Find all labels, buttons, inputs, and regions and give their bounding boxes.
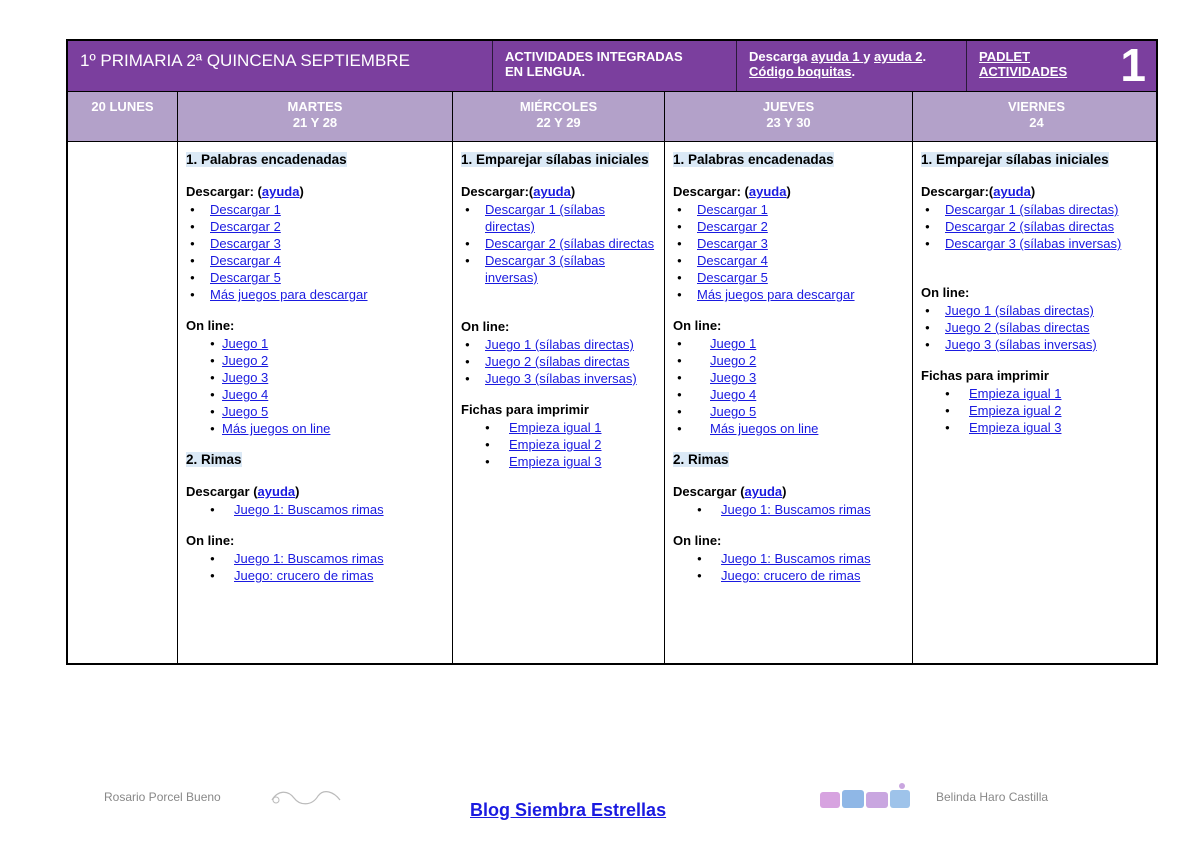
ficha-link[interactable]: Empieza igual 3 [509, 454, 602, 469]
list-item[interactable] [186, 352, 446, 369]
download-link[interactable]: Descargar 1 (sílabas directas) [945, 202, 1119, 217]
online-link[interactable]: Juego 4 [222, 387, 269, 402]
section-title: 1. Palabras encadenadas [673, 152, 834, 167]
download-link[interactable]: Descargar 3 (sílabas inversas) [485, 253, 605, 285]
download-link[interactable]: Descargar 4 [210, 253, 281, 268]
day-name: MARTES [287, 99, 343, 114]
list-item[interactable] [186, 550, 446, 567]
list-item[interactable] [921, 218, 1154, 235]
label-text: Descargar: ( [673, 184, 749, 199]
martes-cell [178, 142, 453, 663]
day-name: VIERNES [1007, 99, 1066, 114]
list-item[interactable] [461, 201, 658, 235]
download-link[interactable]: Más juegos para descargar [697, 287, 855, 302]
period: . [922, 49, 927, 64]
online-link[interactable]: Juego 3 (sílabas inversas) [485, 371, 637, 386]
download-link[interactable]: Descargar 2 [210, 219, 281, 234]
online-label: On line: [461, 319, 510, 334]
label-close: ) [570, 184, 576, 199]
rimas-link[interactable]: Juego 1: Buscamos rimas [721, 551, 871, 566]
list-item[interactable] [673, 352, 906, 369]
download-help-cell [737, 41, 967, 91]
list-item[interactable] [673, 335, 906, 352]
list-item[interactable] [921, 201, 1154, 218]
rimas-download-list [673, 501, 906, 518]
online-link[interactable]: Juego 5 [222, 404, 269, 419]
help1-link[interactable]: ayuda 1 [811, 49, 864, 64]
download-link[interactable]: Descargar 4 [697, 253, 768, 268]
ficha-link[interactable]: Empieza igual 2 [509, 437, 602, 452]
title-bar [66, 39, 1158, 91]
label-close: ) [782, 484, 787, 499]
day-header-martes [178, 92, 453, 141]
and-word: y [863, 49, 875, 64]
list-item[interactable] [673, 550, 906, 567]
fichas-label: Fichas para imprimir [921, 368, 1049, 383]
download-label [461, 183, 658, 201]
download-label [921, 183, 1154, 201]
label-close: ) [1030, 184, 1036, 199]
padlet-link-line2[interactable]: ACTIVIDADES [979, 64, 1068, 79]
download-link[interactable]: Descargar 2 (sílabas directas [485, 236, 655, 251]
blog-link[interactable]: Blog Siembra Estrellas [470, 800, 667, 820]
online-list [186, 335, 446, 437]
fichas-list [921, 385, 1154, 436]
list-item[interactable] [673, 269, 906, 286]
online-link[interactable]: Más juegos on line [222, 421, 331, 436]
viernes-cell [913, 142, 1160, 663]
list-item[interactable] [921, 235, 1154, 252]
list-item[interactable] [461, 353, 658, 370]
list-item[interactable] [461, 453, 658, 470]
day-header-viernes [913, 92, 1160, 141]
download-list [921, 201, 1154, 252]
list-item[interactable] [921, 319, 1154, 336]
label-text: Descargar ( [186, 484, 258, 499]
download-link[interactable]: Descargar 5 [697, 270, 768, 285]
list-item[interactable] [461, 252, 658, 286]
section-title: 1. Emparejar sílabas iniciales [921, 152, 1109, 167]
online-link[interactable]: Juego 1 [710, 336, 757, 351]
list-item[interactable] [673, 286, 906, 303]
list-item[interactable] [186, 252, 446, 269]
miercoles-cell [453, 142, 665, 663]
online-label: On line: [186, 533, 235, 548]
day-dates: 21 Y 28 [292, 115, 338, 130]
list-item[interactable] [921, 385, 1154, 402]
label-text: Descargar:( [921, 184, 994, 199]
ayuda-link[interactable]: ayuda [744, 484, 783, 499]
list-item[interactable] [461, 336, 658, 353]
download-link[interactable]: Descargar 3 [210, 236, 281, 251]
label-text: Descargar:( [461, 184, 534, 199]
online-link[interactable]: Juego 2 [710, 353, 757, 368]
rimas-download-list [186, 501, 446, 518]
online-list [921, 302, 1154, 353]
day-name: JUEVES [762, 99, 815, 114]
list-item[interactable] [673, 252, 906, 269]
section-title: 1. Palabras encadenadas [186, 152, 347, 167]
online-link[interactable]: Juego 3 (sílabas inversas) [945, 337, 1097, 352]
left-logo-icon [268, 786, 344, 808]
ayuda-link[interactable]: ayuda [533, 184, 571, 199]
day-header-row [66, 91, 1158, 141]
download-link[interactable]: Descargar 1 [697, 202, 768, 217]
fichas-list [461, 419, 658, 470]
rimas-link[interactable]: Juego 1: Buscamos rimas [721, 502, 871, 517]
day-header-miercoles [453, 92, 665, 141]
download-link[interactable]: Descargar 2 [697, 219, 768, 234]
list-item[interactable] [186, 335, 446, 352]
padlet-link-line1[interactable]: PADLET [979, 49, 1031, 64]
online-link[interactable]: Juego 3 [710, 370, 757, 385]
code-boquitas-link[interactable]: Código boquitas [749, 64, 852, 79]
rimas-link[interactable]: Juego: crucero de rimas [234, 568, 374, 583]
activities-line2: EN LENGUA. [505, 64, 586, 79]
fichas-label: Fichas para imprimir [461, 402, 589, 417]
ayuda-link[interactable]: ayuda [261, 184, 300, 199]
list-item[interactable] [673, 235, 906, 252]
list-item[interactable] [673, 218, 906, 235]
list-item[interactable] [186, 501, 446, 518]
online-link[interactable]: Juego 2 (sílabas directas [945, 320, 1090, 335]
online-label: On line: [186, 318, 235, 333]
author-left: Rosario Porcel Bueno [104, 790, 221, 804]
ficha-link[interactable]: Empieza igual 3 [969, 420, 1062, 435]
right-logo-icon [818, 782, 914, 810]
ficha-link[interactable]: Empieza igual 1 [509, 420, 602, 435]
online-label: On line: [673, 533, 722, 548]
download-link[interactable]: Descargar 5 [210, 270, 281, 285]
list-item[interactable] [186, 403, 446, 420]
list-item[interactable] [186, 369, 446, 386]
ayuda-link[interactable]: ayuda [257, 484, 296, 499]
list-item[interactable] [461, 370, 658, 387]
list-item[interactable] [186, 386, 446, 403]
ayuda-link[interactable]: ayuda [993, 184, 1031, 199]
download-label [673, 183, 906, 201]
page-title: 1º PRIMARIA 2ª QUINCENA SEPTIEMBRE [68, 41, 493, 91]
download-list [186, 201, 446, 303]
rimas-link[interactable]: Juego: crucero de rimas [721, 568, 861, 583]
online-label: On line: [921, 285, 970, 300]
activities-line1: ACTIVIDADES INTEGRADAS [505, 49, 683, 64]
list-item[interactable] [673, 386, 906, 403]
download-list [673, 201, 906, 303]
page-footer [0, 780, 1200, 840]
online-link[interactable]: Juego 1 (sílabas directas) [945, 303, 1094, 318]
label-close: ) [299, 184, 304, 199]
download-link[interactable]: Descargar 3 (sílabas inversas) [945, 236, 1122, 251]
list-item[interactable] [921, 402, 1154, 419]
list-item[interactable] [673, 201, 906, 218]
list-item[interactable] [673, 403, 906, 420]
online-link[interactable]: Juego 1 (sílabas directas) [485, 337, 634, 352]
download-label [673, 483, 906, 501]
section-title: 2. Rimas [186, 452, 242, 467]
day-header-jueves [665, 92, 913, 141]
online-label: On line: [673, 318, 722, 333]
label-text: Descargar: ( [186, 184, 262, 199]
download-link[interactable]: Descargar 2 (sílabas directas [945, 219, 1115, 234]
section-title: 1. Emparejar sílabas iniciales [461, 152, 649, 167]
download-label [186, 183, 446, 201]
weekly-plan-sheet [66, 39, 1158, 665]
online-link[interactable]: Juego 2 (sílabas directas [485, 354, 630, 369]
author-right: Belinda Haro Castilla [936, 790, 1049, 804]
activities-row [66, 141, 1158, 665]
label-text: Descargar ( [673, 484, 745, 499]
download-label [186, 483, 446, 501]
day-dates: 23 Y 30 [766, 115, 811, 130]
list-item[interactable] [673, 501, 906, 518]
list-item[interactable] [461, 235, 658, 252]
label-close: ) [786, 184, 791, 199]
rimas-online-list [673, 550, 906, 584]
rimas-online-list [186, 550, 446, 584]
day-name: MIÉRCOLES [519, 99, 598, 114]
list-item[interactable] [921, 336, 1154, 353]
list-item[interactable] [461, 419, 658, 436]
list-item[interactable] [186, 269, 446, 286]
day-dates: 24 [1029, 115, 1044, 130]
online-list [461, 336, 658, 387]
ficha-link[interactable]: Empieza igual 2 [969, 403, 1062, 418]
list-item[interactable] [186, 286, 446, 303]
period2: . [851, 64, 856, 79]
section-title: 2. Rimas [673, 452, 729, 467]
help2-link[interactable]: ayuda 2 [874, 49, 923, 64]
download-prefix: Descarga [749, 49, 812, 64]
ayuda-link[interactable]: ayuda [748, 184, 787, 199]
list-item[interactable] [186, 201, 446, 218]
jueves-cell [665, 142, 913, 663]
list-item[interactable] [921, 419, 1154, 436]
online-list [673, 335, 906, 437]
day-name: 20 LUNES [91, 99, 154, 114]
online-link[interactable]: Juego 5 [710, 404, 757, 419]
label-close: ) [295, 484, 300, 499]
rimas-link[interactable]: Juego 1: Buscamos rimas [234, 502, 384, 517]
download-link[interactable]: Más juegos para descargar [210, 287, 368, 302]
day-dates: 22 Y 29 [536, 115, 581, 130]
rimas-link[interactable]: Juego 1: Buscamos rimas [234, 551, 384, 566]
list-item[interactable] [673, 369, 906, 386]
download-link[interactable]: Descargar 1 (sílabas directas) [485, 202, 605, 234]
list-item[interactable] [673, 567, 906, 584]
lunes-cell [68, 142, 178, 663]
online-link[interactable]: Juego 4 [710, 387, 757, 402]
list-item[interactable] [186, 235, 446, 252]
fortnight-number: 1 [1120, 39, 1146, 91]
online-link[interactable]: Juego 1 [222, 336, 269, 351]
list-item[interactable] [186, 218, 446, 235]
ficha-link[interactable]: Empieza igual 1 [969, 386, 1062, 401]
online-link[interactable]: Más juegos on line [710, 421, 819, 436]
online-link[interactable]: Juego 3 [222, 370, 269, 385]
download-link[interactable]: Descargar 1 [210, 202, 281, 217]
online-link[interactable]: Juego 2 [222, 353, 269, 368]
activities-cell [493, 41, 737, 91]
list-item[interactable] [673, 420, 906, 437]
download-link[interactable]: Descargar 3 [697, 236, 768, 251]
list-item[interactable] [186, 567, 446, 584]
download-list [461, 201, 658, 286]
list-item[interactable] [461, 436, 658, 453]
list-item[interactable] [186, 420, 446, 437]
list-item[interactable] [921, 302, 1154, 319]
day-header-lunes [68, 92, 178, 141]
padlet-cell [967, 41, 1160, 91]
